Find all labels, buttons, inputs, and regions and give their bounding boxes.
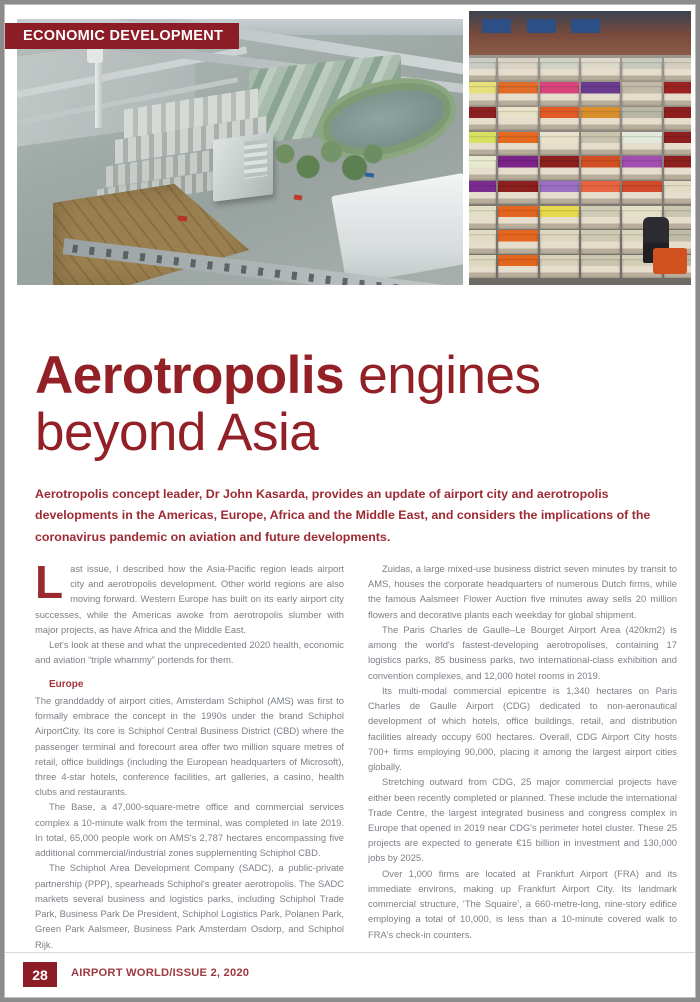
publication-info: AIRPORT WORLD/ISSUE 2, 2020 [71, 967, 250, 979]
paragraph: Zuidas, a large mixed-use business district seven minutes by transit to AMS, houses the corporate headquarters of numerous Dutch firms, while the famous Aalsmeer Flower Auction five minutes away sells 20 million flowers and decorative plants each weekday for global shipment. [368, 563, 677, 620]
paragraph: The granddaddy of airport cities, Amsterdam Schiphol (AMS) was first to formally embrace the concept in the 1990s under the brand Schiphol AirportCity. Its core is Schiphol Central Business District (CBD) where the passenger terminal and forecourt area offer two million square metres of retail, office buildings (including the European headquarters of Microsoft), three 4-star hotels, conference facilities, art galleries, a casino, health clubs and restaurants. [35, 694, 344, 798]
page-title [35, 347, 675, 461]
headline-bold: Aerotropolis [35, 345, 345, 405]
intro-text: ast issue, I described how the Asia-Pacific region leads airport city and aerotropolis development. Other world regions are also moving forward. Western Europe has built on its early airport city successes, while the Americas awoke from aerotropolis slumber with major projects, as have Africa and the Middle East. [35, 563, 344, 635]
left-column [35, 556, 344, 952]
paragraph: Let's look at these and what the unprecedented 2020 health, economic and aviation “triple whammy” portends for them. [35, 639, 344, 666]
control-tower-icon [95, 54, 102, 128]
headline-light: engines [344, 345, 541, 405]
hero-image-area [5, 5, 696, 297]
flower-auction-photo [469, 11, 691, 285]
section-label: ECONOMIC DEVELOPMENT [23, 28, 224, 44]
paragraph: The Base, a 47,000-square-metre office and commercial services complex a 10-minute walk from the terminal, was completed in late 2019. In total, 65,000 people work on AMS's 2,787 hectares encompassing five additional commercial/industrial zones supplementing Schiphol CBD. [35, 801, 344, 859]
paragraph: Its multi-modal commercial epicentre is 1,340 hectares on Paris Charles de Gaulle Airport (CDG) dedicated to non-aeronautical development of which hotels, office buildings, retail, and distribution facilities already occupy 600 hectares. Overall, CDG Airport City hosts 700+ firms employing 90,000, placing it among the largest airport cities globally. [368, 684, 677, 773]
paragraph: The Schiphol Area Development Company (SADC), a public-private partnership (PPP), spearheads Schiphol's greater aerotropolis. The SADC markets several business and logistics parks, including Schiphol Trade Park, Business Park De President, Schiphol Logistics Park, Polanen Park, Green Park Aalsmeer, Business Park Amsterdam Osdorp, and Schiphol Rijk. [35, 862, 344, 950]
paragraph: Over 1,000 firms are located at Frankfurt Airport (FRA) and its immediate environs, making up Frankfurt Airport City. Its landmark commercial structure, ‘The Squaire’, a 660-metre-long, nine-story edifice employing a total of 10,000, is less than a 10-minute covered walk to FRA's check-in counters. [368, 867, 677, 940]
section-banner [5, 23, 239, 49]
standfirst-deck: Aerotropolis concept leader, Dr John Kasarda, provides an update of airport city and aerotropolis developments in the Americas, Europe, Africa and the Middle East, and considers the implications of the coronavirus pandemic on aviation and future developments. [35, 487, 651, 544]
page-footer [5, 952, 696, 997]
forklift-vehicle [653, 248, 687, 274]
right-column [368, 561, 677, 952]
article-body [35, 556, 677, 952]
drop-cap: L [35, 556, 64, 608]
intro-paragraph [35, 556, 344, 637]
flower-auction-artwork [469, 11, 691, 285]
aerial-airport-city-photo [17, 19, 463, 285]
magazine-page [4, 4, 696, 998]
subheading-europe: Europe [49, 678, 84, 690]
paragraph: Stretching outward from CDG, 25 major commercial projects have either been recently completed or planned. These include the international Trade Centre, the largest integrated business and congress complex in Europe that opened in 2019 near CDG's perimeter hotel cluster. These 25 projects are expected to generate €15 billion in investment and 130,000 jobs by 2025. [368, 776, 677, 864]
page-number: 28 [23, 962, 57, 987]
paragraph: The Paris Charles de Gaulle–Le Bourget Airport Area (420km2) is among the world's fastest-developing aerotropolises, containing 17 logistics parks, 85 business parks, two international-class exhibition and convention complexes, and 12,000 hotel rooms in 2019. [368, 623, 677, 681]
headline-line2: beyond Asia [35, 402, 319, 462]
aerial-photo-artwork [17, 19, 463, 285]
